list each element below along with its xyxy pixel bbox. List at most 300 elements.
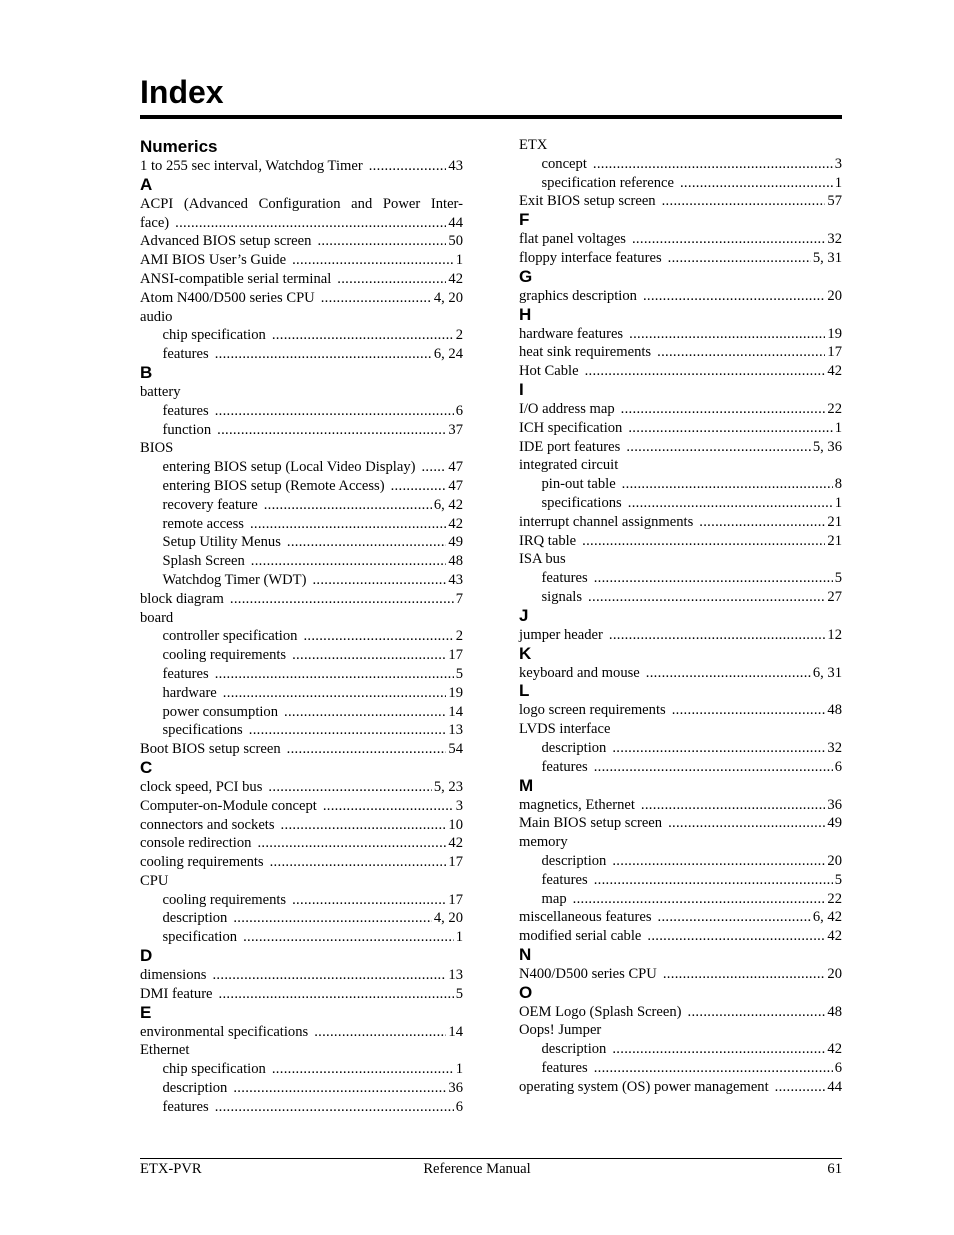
footer-page-number: 61 [827, 1161, 842, 1177]
entry-term: Ethernet [140, 1042, 190, 1059]
entry-page-numbers: 12 [827, 626, 842, 643]
dot-leader [612, 852, 825, 871]
entry-page-numbers: 5, 36 [812, 438, 842, 455]
index-entry [140, 853, 463, 872]
entry-page-numbers: 42 [448, 515, 463, 532]
dot-leader [287, 533, 447, 552]
entry-term: remote access [162, 515, 244, 532]
entry-page-numbers: 48 [448, 553, 463, 570]
entry-page-numbers: 37 [448, 421, 463, 438]
index-subentry [140, 1060, 463, 1079]
index-entry [519, 343, 842, 362]
dot-leader [594, 871, 833, 890]
entry-term: Atom N400/D500 series CPU [140, 289, 315, 306]
index-entry [519, 513, 842, 532]
index-entry [140, 289, 463, 308]
entry-term: DMI feature [140, 985, 213, 1002]
dot-leader [612, 1040, 825, 1059]
entry-page-numbers: 1 [455, 1061, 463, 1078]
index-entry [140, 740, 463, 759]
dot-leader [314, 1023, 446, 1042]
entry-page-numbers: 32 [827, 231, 842, 248]
dot-leader [621, 400, 826, 419]
dot-leader [281, 816, 447, 835]
entry-page-numbers: 6 [455, 1098, 463, 1115]
dot-leader [632, 230, 825, 249]
index-entry [519, 1021, 842, 1040]
entry-page-numbers: 57 [827, 193, 842, 210]
entry-page-numbers: 13 [448, 722, 463, 739]
index-subentry [140, 477, 463, 496]
section-heading: K [519, 643, 532, 663]
entry-term: features [162, 346, 209, 363]
index-subentry [140, 891, 463, 910]
entry-term: Splash Screen [162, 553, 245, 570]
index-subentry [519, 174, 842, 193]
index-entry [519, 814, 842, 833]
dot-leader [688, 1003, 826, 1022]
dot-leader [272, 1060, 454, 1079]
entry-term: features [541, 758, 588, 775]
entry-term: operating system (OS) power management [519, 1078, 769, 1095]
entry-term: OEM Logo (Splash Screen) [519, 1003, 682, 1020]
dot-leader [223, 684, 447, 703]
index-entry [140, 439, 463, 458]
entry-page-numbers: 1 [834, 419, 842, 436]
section-heading: G [519, 266, 533, 286]
dot-leader [219, 985, 454, 1004]
dot-leader [217, 421, 446, 440]
entry-page-numbers: 48 [827, 702, 842, 719]
dot-leader [391, 477, 447, 496]
entry-page-numbers: 3 [455, 797, 463, 814]
entry-term: N400/D500 series CPU [519, 965, 657, 982]
entry-term: specification [162, 929, 238, 946]
dot-leader [657, 343, 825, 362]
entry-term: CPU [140, 872, 169, 889]
index-entry [140, 797, 463, 816]
entry-term: clock speed, PCI bus [140, 778, 263, 795]
dot-leader [585, 362, 826, 381]
dot-leader [292, 891, 446, 910]
dot-leader [268, 778, 431, 797]
entry-page-numbers: 42 [448, 270, 463, 287]
dot-leader [337, 270, 446, 289]
entry-page-numbers: 6, 42 [812, 909, 842, 926]
dot-leader [622, 475, 833, 494]
section-heading: O [519, 982, 533, 1002]
dot-leader [230, 590, 454, 609]
index-subentry [140, 515, 463, 534]
entry-page-numbers: 8 [834, 476, 842, 493]
entry-page-numbers: 6, 42 [433, 496, 463, 513]
index-subentry [519, 890, 842, 909]
index-subentry [140, 703, 463, 722]
entry-term: description [162, 910, 228, 927]
dot-leader [270, 853, 447, 872]
dot-leader [215, 1098, 454, 1117]
dot-leader [215, 345, 432, 364]
dot-leader [594, 1059, 833, 1078]
index-subentry [140, 402, 463, 421]
entry-term: dimensions [140, 967, 207, 984]
entry-page-numbers: 42 [827, 928, 842, 945]
section-heading: H [519, 304, 532, 324]
entry-page-numbers: 42 [827, 363, 842, 380]
entry-page-numbers: 27 [827, 588, 842, 605]
index-entry [140, 308, 463, 327]
dot-leader [699, 513, 825, 532]
entry-page-numbers: 1 [455, 929, 463, 946]
entry-page-numbers: 1 [455, 252, 463, 269]
entry-term: function [162, 421, 212, 438]
index-subentry [519, 739, 842, 758]
dot-leader [668, 249, 811, 268]
entry-term: controller specification [162, 628, 298, 645]
entry-term: memory [519, 834, 568, 851]
entry-term: audio [140, 308, 173, 325]
entry-term: magnetics, Ethernet [519, 796, 635, 813]
page-title: Index [140, 74, 224, 110]
index-subentry [140, 928, 463, 947]
entry-page-numbers: 5 [455, 665, 463, 682]
index-entry [140, 966, 463, 985]
index-entry [140, 214, 463, 233]
index-entry [519, 965, 842, 984]
index-subentry [519, 1040, 842, 1059]
section-heading: L [519, 681, 530, 701]
section-heading: C [140, 757, 153, 777]
dot-leader [317, 232, 446, 251]
dot-leader [775, 1078, 826, 1097]
entry-term: hardware [162, 684, 217, 701]
index-entry [519, 325, 842, 344]
index-entry [519, 400, 842, 419]
dot-leader [284, 703, 446, 722]
entry-term: environmental specifications [140, 1023, 309, 1040]
entry-term: recovery feature [162, 496, 258, 513]
index-entry [140, 270, 463, 289]
index-subentry [140, 684, 463, 703]
dot-leader [250, 515, 446, 534]
entry-page-numbers: 7 [455, 590, 463, 607]
entry-term: Main BIOS setup screen [519, 815, 663, 832]
entry-page-numbers: 14 [448, 1023, 463, 1040]
index-entry [519, 664, 842, 683]
section-heading: Numerics [140, 137, 218, 156]
dot-leader [212, 966, 446, 985]
entry-page-numbers: 20 [827, 965, 842, 982]
dot-leader [594, 569, 833, 588]
entry-page-numbers: 36 [448, 1080, 463, 1097]
entry-page-numbers: 21 [827, 513, 842, 530]
index-subentry [519, 852, 842, 871]
index-entry [519, 833, 842, 852]
index-subentry [140, 345, 463, 364]
footer-document: Reference Manual [423, 1161, 531, 1177]
dot-leader [628, 494, 833, 513]
entry-page-numbers: 6 [834, 758, 842, 775]
index-column-left [140, 136, 463, 1117]
dot-leader [251, 552, 447, 571]
entry-page-numbers: 54 [448, 741, 463, 758]
index-subentry [140, 326, 463, 345]
entry-term: heat sink requirements [519, 344, 652, 361]
entry-term: console redirection [140, 835, 252, 852]
entry-term: features [541, 570, 588, 587]
index-subentry [140, 909, 463, 928]
index-subentry [140, 458, 463, 477]
index-subentry [519, 494, 842, 513]
index-entry: ACPI (Advanced Configuration and Power Inter- [140, 195, 463, 212]
dot-leader [668, 814, 825, 833]
entry-page-numbers: 5 [834, 871, 842, 888]
index-entry [519, 438, 842, 457]
entry-page-numbers: 36 [827, 796, 842, 813]
index-entry [519, 230, 842, 249]
entry-term: jumper header [519, 626, 603, 643]
dot-leader [292, 646, 446, 665]
entry-page-numbers: 17 [827, 344, 842, 361]
entry-page-numbers: 21 [827, 532, 842, 549]
entry-page-numbers: 20 [827, 287, 842, 304]
dot-leader [663, 965, 826, 984]
dot-leader [643, 287, 825, 306]
dot-leader [629, 325, 825, 344]
dot-leader [175, 214, 446, 233]
index-entry [519, 908, 842, 927]
dot-leader [582, 532, 825, 551]
entry-term: interrupt channel assignments [519, 513, 694, 530]
dot-leader [249, 721, 447, 740]
entry-term: concept [541, 155, 587, 172]
entry-page-numbers: 13 [448, 967, 463, 984]
entry-term: Exit BIOS setup screen [519, 193, 656, 210]
dot-leader [321, 289, 432, 308]
index-subentry [519, 155, 842, 174]
dot-leader [658, 908, 811, 927]
entry-term: features [162, 665, 209, 682]
entry-page-numbers: 5 [834, 570, 842, 587]
index-subentry [519, 1059, 842, 1078]
dot-leader [233, 909, 431, 928]
index-entry [140, 383, 463, 402]
entry-term: miscellaneous features [519, 909, 652, 926]
entry-term: entering BIOS setup (Remote Access) [162, 477, 385, 494]
section-heading: D [140, 946, 153, 966]
entry-page-numbers: 17 [448, 891, 463, 908]
index-entry [519, 192, 842, 211]
index-entry [140, 872, 463, 891]
entry-page-numbers: 5 [455, 985, 463, 1002]
entry-page-numbers: 22 [827, 890, 842, 907]
entry-term: chip specification [162, 1061, 266, 1078]
dot-leader [593, 155, 833, 174]
dot-leader [641, 796, 826, 815]
entry-term: board [140, 609, 174, 626]
entry-page-numbers: 48 [827, 1003, 842, 1020]
dot-leader [264, 496, 432, 515]
dot-leader [612, 739, 825, 758]
dot-leader [215, 665, 454, 684]
section-heading: B [140, 362, 153, 382]
entry-term: Hot Cable [519, 363, 579, 380]
entry-page-numbers: 6 [455, 402, 463, 419]
entry-term: IDE port features [519, 438, 621, 455]
index-entry [519, 287, 842, 306]
dot-leader [594, 758, 833, 777]
index-entry [140, 590, 463, 609]
entry-term: specifications [541, 494, 622, 511]
entry-term: cooling requirements [162, 647, 287, 664]
index-entry [519, 796, 842, 815]
entry-term: signals [541, 588, 583, 605]
dot-leader [680, 174, 833, 193]
entry-term: connectors and sockets [140, 816, 275, 833]
entry-page-numbers: 4, 20 [433, 910, 463, 927]
index-subentry [519, 758, 842, 777]
dot-leader [287, 740, 447, 759]
entry-term: ICH specification [519, 419, 623, 436]
entry-term: Oops! Jumper [519, 1022, 602, 1039]
entry-page-numbers: 50 [448, 233, 463, 250]
entry-term: specifications [162, 722, 243, 739]
footer-product: ETX-PVR [140, 1161, 202, 1177]
entry-page-numbers: 43 [448, 158, 463, 174]
dot-leader [243, 928, 454, 947]
entry-term: map [541, 890, 567, 907]
index-entry [140, 609, 463, 628]
index-subentry [519, 588, 842, 607]
entry-term: block diagram [140, 590, 224, 607]
entry-term: Setup Utility Menus [162, 534, 281, 551]
dot-leader [573, 890, 826, 909]
index-column-right [519, 136, 842, 1097]
dot-leader [609, 626, 826, 645]
section-heading: E [140, 1002, 152, 1022]
index-entry [519, 456, 842, 475]
dot-leader [626, 438, 811, 457]
section-heading: J [519, 605, 529, 625]
entry-page-numbers: 14 [448, 703, 463, 720]
index-subentry [140, 552, 463, 571]
index-subentry [140, 1079, 463, 1098]
entry-term: modified serial cable [519, 928, 642, 945]
index-entry [519, 1003, 842, 1022]
entry-page-numbers: 49 [448, 534, 463, 551]
section-heading: M [519, 775, 534, 795]
entry-page-numbers: 2 [455, 327, 463, 344]
entry-term: description [541, 852, 607, 869]
entry-term: Computer-on-Module concept [140, 797, 317, 814]
dot-leader [215, 402, 454, 421]
entry-page-numbers: 5, 23 [433, 778, 463, 795]
entry-page-numbers: 44 [827, 1078, 842, 1095]
entry-page-numbers: 3 [834, 155, 842, 172]
dot-leader [312, 571, 446, 590]
index-entry [140, 834, 463, 853]
entry-page-numbers: 47 [448, 477, 463, 494]
entry-page-numbers: 6, 24 [433, 346, 463, 363]
index-subentry [519, 871, 842, 890]
entry-page-numbers: 10 [448, 816, 463, 833]
dot-leader [257, 834, 446, 853]
entry-page-numbers: 6, 31 [812, 664, 842, 681]
section-heading: F [519, 210, 530, 230]
index-subentry [140, 665, 463, 684]
entry-term: Advanced BIOS setup screen [140, 233, 312, 250]
index-subentry [140, 571, 463, 590]
dot-leader [628, 419, 832, 438]
entry-term: ETX [519, 137, 548, 153]
entry-page-numbers: 42 [448, 835, 463, 852]
index-entry [519, 701, 842, 720]
entry-page-numbers: 4, 20 [433, 289, 463, 306]
entry-term: Boot BIOS setup screen [140, 741, 281, 758]
entry-term: ISA bus [519, 551, 566, 568]
index-subentry [140, 533, 463, 552]
entry-term: face) [140, 214, 170, 231]
entry-term: entering BIOS setup (Local Video Display) [162, 459, 416, 476]
entry-page-numbers: 5, 31 [812, 249, 842, 266]
index-entry [519, 550, 842, 569]
entry-term: features [162, 1098, 209, 1115]
entry-page-numbers: 17 [448, 647, 463, 664]
entry-term: graphics description [519, 287, 637, 304]
index-subentry [140, 646, 463, 665]
entry-term: integrated circuit [519, 457, 619, 474]
index-entry [140, 985, 463, 1004]
index-entry [140, 232, 463, 251]
entry-term: 1 to 255 sec interval, Watchdog Timer [140, 158, 363, 174]
entry-term: power consumption [162, 703, 279, 720]
index-subentry [140, 496, 463, 515]
index-entry [140, 816, 463, 835]
entry-term: cooling requirements [162, 891, 287, 908]
entry-term: pin-out table [541, 476, 616, 493]
index-entry [140, 251, 463, 270]
dot-leader [421, 458, 446, 477]
entry-page-numbers: 43 [448, 571, 463, 588]
dot-leader [662, 192, 826, 211]
dot-leader [272, 326, 454, 345]
entry-page-numbers: 1 [834, 174, 842, 191]
dot-leader [292, 251, 454, 270]
index-entry [519, 626, 842, 645]
index-subentry [140, 721, 463, 740]
entry-page-numbers: 32 [827, 739, 842, 756]
entry-page-numbers: 44 [448, 214, 463, 231]
entry-term: ANSI-compatible serial terminal [140, 270, 332, 287]
entry-term: specification reference [541, 174, 674, 191]
index-entry [519, 927, 842, 946]
entry-term: features [541, 871, 588, 888]
entry-term: battery [140, 383, 181, 400]
entry-page-numbers: 1 [834, 494, 842, 511]
index-entry [519, 720, 842, 739]
entry-page-numbers: 2 [455, 628, 463, 645]
dot-leader [672, 701, 826, 720]
entry-term: keyboard and mouse [519, 664, 640, 681]
index-subentry [519, 475, 842, 494]
entry-term: features [162, 402, 209, 419]
entry-term: description [541, 739, 607, 756]
entry-page-numbers: 19 [448, 684, 463, 701]
dot-leader [647, 927, 825, 946]
entry-term: floppy interface features [519, 249, 662, 266]
index-entry [519, 532, 842, 551]
entry-term: cooling requirements [140, 854, 264, 871]
